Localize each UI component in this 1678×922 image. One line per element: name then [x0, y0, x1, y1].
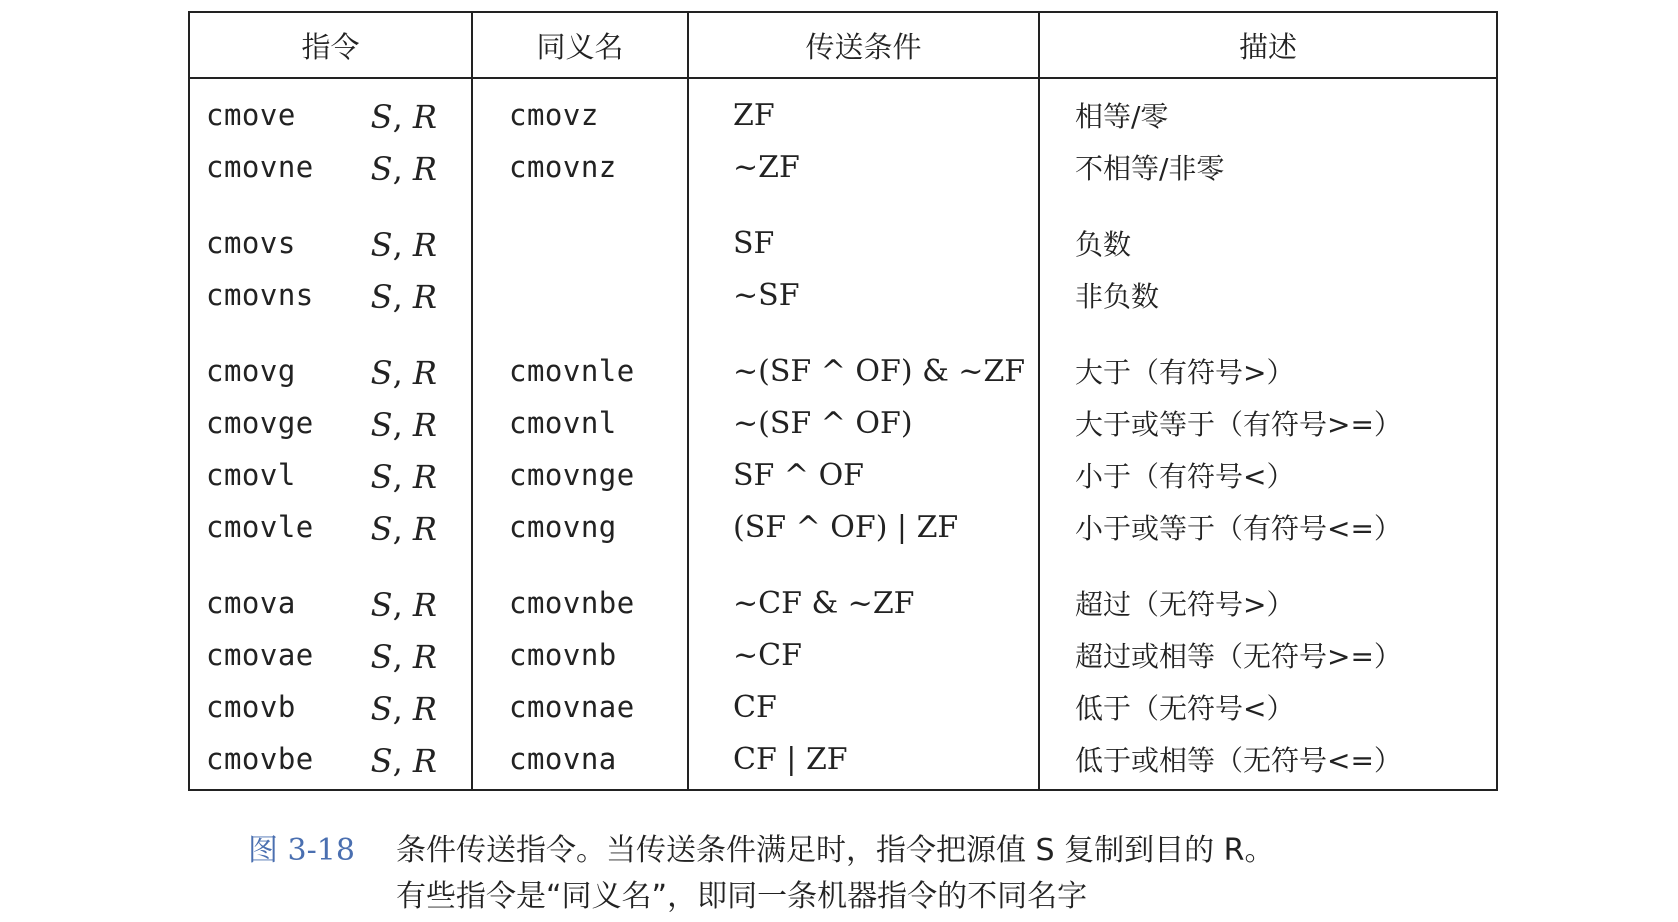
table-row [190, 501, 1496, 553]
synonym-cell [472, 193, 688, 269]
instruction-operands [371, 98, 437, 136]
operand-dest: R [412, 510, 437, 548]
operand-dest: R [412, 406, 437, 444]
operand-separator: , [392, 406, 403, 444]
header-instruction: 指令 [190, 13, 472, 78]
instruction-cell [190, 501, 472, 553]
instruction-cell [190, 78, 472, 141]
synonym-cell: cmovnbe [472, 553, 688, 629]
header-condition: 传送条件 [688, 13, 1039, 78]
instruction-cell [190, 629, 472, 681]
table-body [190, 78, 1496, 791]
operand-source: S [370, 226, 393, 264]
condition-cell: ~SF [688, 269, 1039, 321]
caption-label: 图 3-18 [248, 833, 355, 868]
instruction-operands [371, 406, 437, 444]
operand-source: S [370, 638, 393, 676]
condition-cell: ~CF & ~ZF [688, 553, 1039, 629]
instruction-mnemonic: cmovs [206, 226, 296, 260]
condition-cell: ~CF [688, 629, 1039, 681]
instruction-operands [371, 354, 437, 392]
instruction-mnemonic: cmovg [206, 354, 296, 388]
instruction-operands [371, 742, 437, 780]
synonym-cell: cmovnl [472, 397, 688, 449]
operand-source: S [370, 742, 393, 780]
operand-source: S [370, 150, 393, 188]
operand-dest: R [412, 150, 437, 188]
header-synonym: 同义名 [472, 13, 688, 78]
figure-caption [248, 828, 1528, 920]
operand-separator: , [392, 150, 403, 188]
operand-separator: , [392, 458, 403, 496]
table-row [190, 78, 1496, 141]
operand-dest: R [412, 458, 437, 496]
condition-cell: ~(SF ^ OF) & ~ZF [688, 321, 1039, 397]
instruction-mnemonic: cmovne [206, 150, 314, 184]
condition-cell: CF [688, 681, 1039, 733]
condition-cell: (SF ^ OF) | ZF [688, 501, 1039, 553]
operand-dest: R [412, 226, 437, 264]
instruction-operands [371, 458, 437, 496]
instruction-operands [371, 638, 437, 676]
instruction-mnemonic: cmovae [206, 638, 314, 672]
table-row [190, 269, 1496, 321]
synonym-cell: cmovnb [472, 629, 688, 681]
table-row [190, 681, 1496, 733]
instruction-cell [190, 681, 472, 733]
instruction-mnemonic: cmovge [206, 406, 314, 440]
operand-source: S [370, 278, 393, 316]
operand-separator: , [392, 742, 403, 780]
condition-cell: ~ZF [688, 141, 1039, 193]
operand-separator: , [392, 226, 403, 264]
description-cell: 小于（有符号<） [1039, 449, 1496, 501]
operand-separator: , [392, 638, 403, 676]
instruction-mnemonic: cmovbe [206, 742, 314, 776]
operand-dest: R [412, 638, 437, 676]
operand-source: S [370, 406, 393, 444]
instruction-mnemonic: cmove [206, 98, 296, 132]
description-cell: 大于或等于（有符号>=） [1039, 397, 1496, 449]
instruction-cell [190, 397, 472, 449]
table-row [190, 733, 1496, 791]
instruction-operands [371, 586, 437, 624]
operand-source: S [370, 690, 393, 728]
operand-source: S [370, 458, 393, 496]
description-cell: 小于或等于（有符号<=） [1039, 501, 1496, 553]
operand-dest: R [412, 742, 437, 780]
instruction-operands [371, 226, 437, 264]
operand-source: S [370, 510, 393, 548]
description-cell: 非负数 [1039, 269, 1496, 321]
synonym-cell: cmovnle [472, 321, 688, 397]
operand-dest: R [412, 278, 437, 316]
synonym-cell: cmovnae [472, 681, 688, 733]
condition-cell: CF | ZF [688, 733, 1039, 791]
description-cell: 大于（有符号>） [1039, 321, 1496, 397]
operand-source: S [370, 586, 393, 624]
instruction-mnemonic: cmovle [206, 510, 314, 544]
instruction-mnemonic: cmova [206, 586, 296, 620]
synonym-cell: cmovna [472, 733, 688, 791]
instruction-mnemonic: cmovb [206, 690, 296, 724]
instruction-cell [190, 553, 472, 629]
table-row [190, 629, 1496, 681]
operand-separator: , [392, 510, 403, 548]
operand-separator: , [392, 586, 403, 624]
conditional-move-table [188, 11, 1498, 791]
operand-separator: , [392, 98, 403, 136]
description-cell: 不相等/非零 [1039, 141, 1496, 193]
operand-source: S [370, 98, 393, 136]
instruction-mnemonic: cmovns [206, 278, 314, 312]
operand-dest: R [412, 98, 437, 136]
table-row [190, 193, 1496, 269]
operand-dest: R [412, 690, 437, 728]
operand-separator: , [392, 278, 403, 316]
synonym-cell: cmovng [472, 501, 688, 553]
condition-cell: SF ^ OF [688, 449, 1039, 501]
description-cell: 低于或相等（无符号<=） [1039, 733, 1496, 791]
condition-cell: SF [688, 193, 1039, 269]
description-cell: 低于（无符号<） [1039, 681, 1496, 733]
operand-separator: , [392, 690, 403, 728]
instruction-mnemonic: cmovl [206, 458, 296, 492]
description-cell: 超过或相等（无符号>=） [1039, 629, 1496, 681]
caption-line-2: 有些指令是“同义名”，即同一条机器指令的不同名字 [396, 879, 1088, 914]
operand-separator: , [392, 354, 403, 392]
synonym-cell: cmovz [472, 78, 688, 141]
caption-text-1: 条件传送指令。当传送条件满足时，指令把源值 S 复制到目的 R。 [396, 833, 1275, 868]
instruction-operands [371, 510, 437, 548]
instruction-cell [190, 449, 472, 501]
synonym-cell: cmovnge [472, 449, 688, 501]
header-description: 描述 [1039, 13, 1496, 78]
instruction-cell [190, 733, 472, 791]
operand-source: S [370, 354, 393, 392]
table-row [190, 449, 1496, 501]
description-cell: 负数 [1039, 193, 1496, 269]
table-row [190, 553, 1496, 629]
instruction-cell [190, 269, 472, 321]
instruction-cell [190, 321, 472, 397]
instruction-operands [371, 690, 437, 728]
table-header-row [190, 13, 1496, 78]
operand-dest: R [412, 586, 437, 624]
condition-cell: ~(SF ^ OF) [688, 397, 1039, 449]
instruction-operands [371, 150, 437, 188]
caption-line-1 [248, 828, 1528, 874]
synonym-cell [472, 269, 688, 321]
description-cell: 超过（无符号>） [1039, 553, 1496, 629]
operand-dest: R [412, 354, 437, 392]
condition-cell: ZF [688, 78, 1039, 141]
instruction-cell [190, 141, 472, 193]
synonym-cell: cmovnz [472, 141, 688, 193]
description-cell: 相等/零 [1039, 78, 1496, 141]
instruction-operands [371, 278, 437, 316]
instruction-cell [190, 193, 472, 269]
table-row [190, 397, 1496, 449]
table-row [190, 141, 1496, 193]
table-row [190, 321, 1496, 397]
